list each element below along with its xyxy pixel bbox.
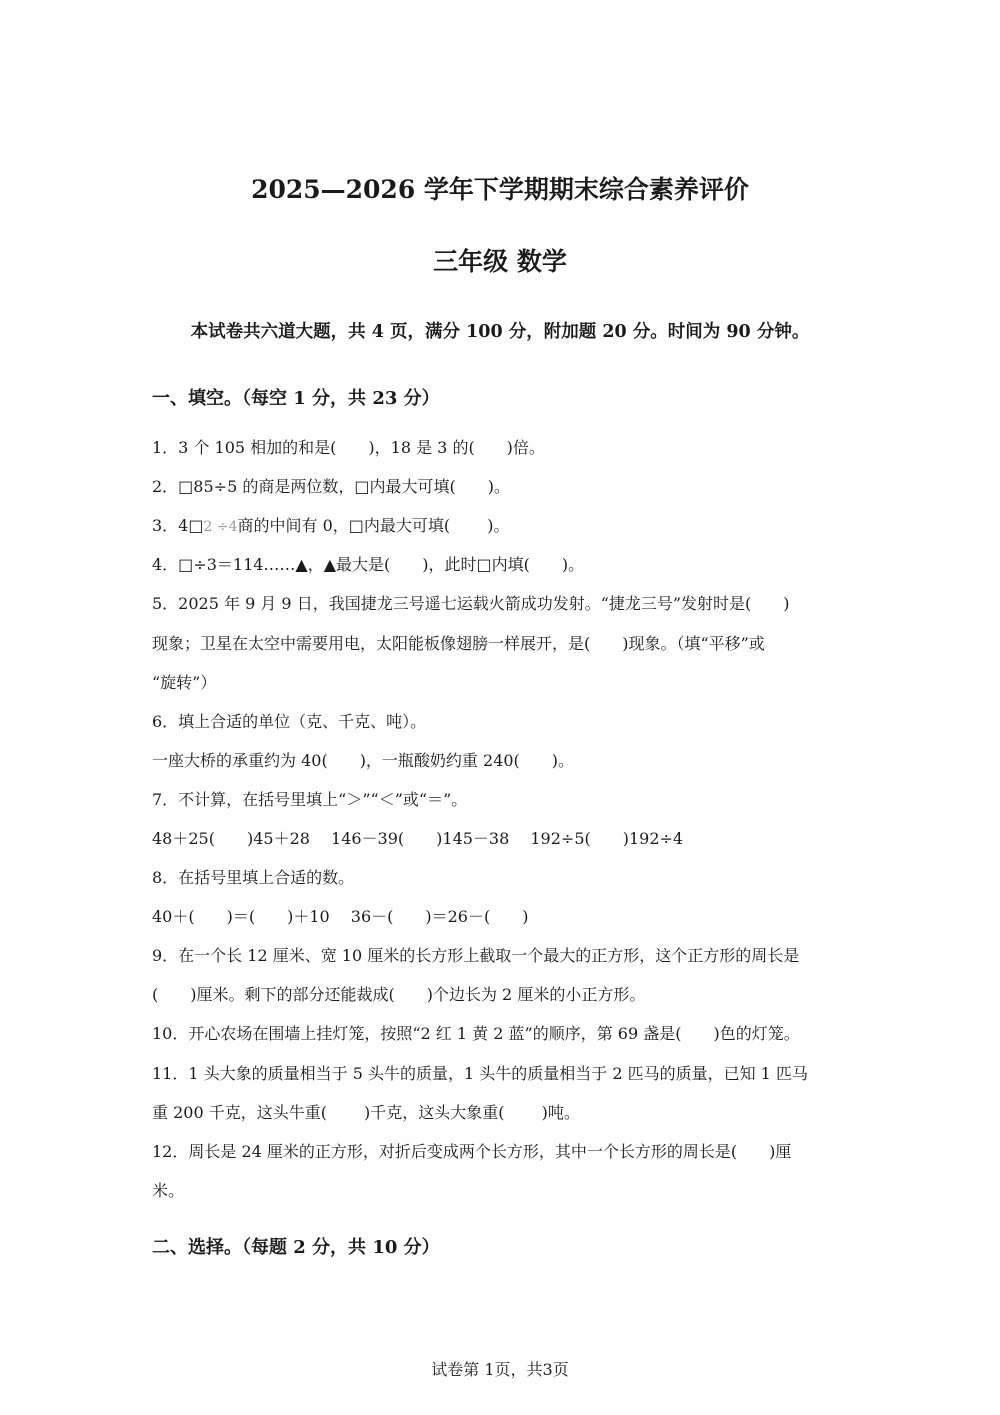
question-line: 米。 [152,1181,185,1200]
page-footer: 试卷第 1页，共3页 [431,1360,569,1379]
question-3-prefix: 3．4□ [152,516,204,535]
question-line: 1．3 个 105 相加的和是( )，18 是 3 的( )倍。 [152,438,545,457]
question-line: 一座大桥的承重约为 40( )，一瓶酸奶约重 240( )。 [152,751,575,770]
question-line: ( )厘米。剩下的部分还能裁成( )个边长为 2 厘米的小正方形。 [152,985,646,1004]
question-line: 48＋25( )45＋28 146－39( )145－38 192÷5( )192÷4 [152,829,684,848]
question-3-faint-expression: 2 ÷4 [203,519,238,535]
question-line: 10．开心农场在围墙上挂灯笼，按照“2 红 1 黄 2 蓝”的顺序，第 69 盏是( )色的灯笼。 [152,1024,800,1043]
question-line: 5．2025 年 9 月 9 日，我国捷龙三号遥七运载火箭成功发射。“捷龙三号”发射时是( ) [152,594,790,613]
question-line: 11．1 头大象的质量相当于 5 头牛的质量，1 头牛的质量相当于 2 匹马的质量，已知 1 匹马 [152,1064,808,1083]
question-line: 7．不计算，在括号里填上“＞”“＜”或“＝”。 [152,790,468,809]
question-line: 40＋( )＝( )＋10 36－( )＝26－( ) [152,907,529,926]
question-line: 12．周长是 24 厘米的正方形，对折后变成两个长方形，其中一个长方形的周长是( )厘 [152,1142,792,1161]
question-line: 现象；卫星在太空中需要用电，太阳能板像翅膀一样展开，是( )现象。（填“平移”或 [152,634,765,653]
question-line: 4．□÷3＝114……▲，▲最大是( )，此时□内填( )。 [152,555,585,574]
question-line: 重 200 千克，这头牛重( )千克，这头大象重( )吨。 [152,1103,580,1122]
exam-instructions: 本试卷共六道大题，共 4 页，满分 100 分，附加题 20 分。时间为 90 分钟。 [190,322,810,342]
question-line: “旋转”） [152,673,217,692]
question-3-text: 商的中间有 0，□内最大可填( )。 [237,516,510,535]
question-line-3 [152,516,852,537]
question-line: 8．在括号里填上合适的数。 [152,868,355,887]
exam-title: 2025—2026 学年下学期期末综合素养评价 [251,175,749,204]
question-line: 2．□85÷5 的商是两位数，□内最大可填( )。 [152,477,510,496]
exam-subtitle: 三年级 数学 [433,247,567,276]
question-line: 6．填上合适的单位（克、千克、吨）。 [152,712,427,731]
section-choice-heading: 二、选择。（每题 2 分，共 10 分） [152,1237,440,1258]
question-line: 9．在一个长 12 厘米、宽 10 厘米的长方形上截取一个最大的正方形，这个正方形的周长是 [152,946,800,965]
section-fill-heading: 一、填空。（每空 1 分，共 23 分） [152,388,440,409]
